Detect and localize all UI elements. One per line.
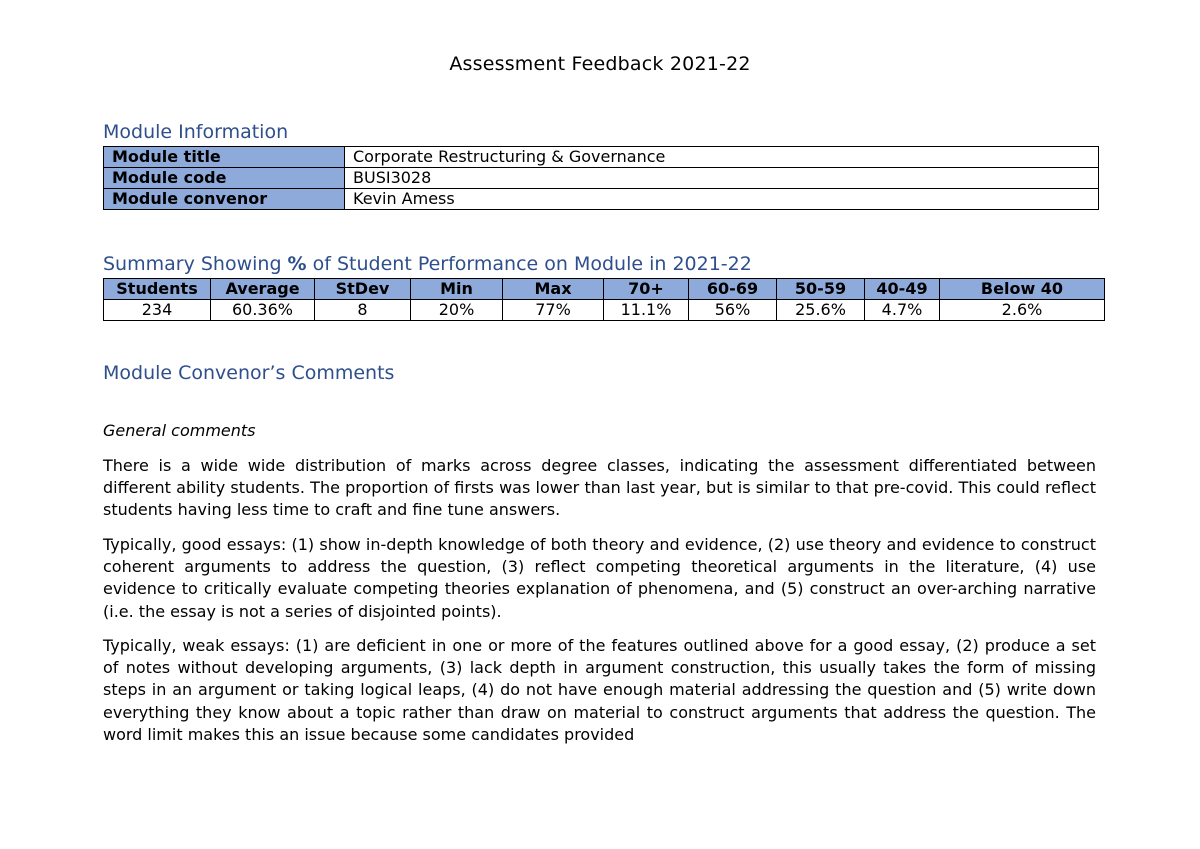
module-information-heading: Module Information — [103, 121, 289, 143]
table-cell: 4.7% — [865, 300, 940, 321]
table-row — [104, 168, 1099, 189]
column-header: StDev — [315, 279, 411, 300]
table-cell: 60.36% — [211, 300, 315, 321]
module-title-value: Corporate Restructuring & Governance — [345, 147, 1099, 168]
column-header: Max — [503, 279, 604, 300]
comment-paragraph: Typically, good essays: (1) show in-depth knowledge of both theory and evidence, (2) use theory and evidence to construct coherent arguments to address the question, (3) reflect competing theoretical arguments in the literature, (4) use evidence to critically evaluate competing theories explanation of phenomena, and (5) construct an over-arching narrative (i.e. the essay is not a series of disjointed points). — [103, 535, 1096, 621]
table-cell: 25.6% — [777, 300, 865, 321]
table-row — [104, 147, 1099, 168]
table-cell: 234 — [104, 300, 211, 321]
page-title: Assessment Feedback 2021-22 — [449, 53, 751, 75]
general-comments-subheading: General comments — [103, 421, 256, 440]
module-code-label: Module code — [104, 168, 345, 189]
table-cell: 11.1% — [604, 300, 689, 321]
column-header: 60-69 — [689, 279, 777, 300]
table-header-row — [104, 279, 1105, 300]
module-title-label: Module title — [104, 147, 345, 168]
column-header: 40-49 — [865, 279, 940, 300]
column-header: Below 40 — [940, 279, 1105, 300]
table-cell: 2.6% — [940, 300, 1105, 321]
table-cell: 8 — [315, 300, 411, 321]
table-row — [104, 189, 1099, 210]
summary-heading — [103, 253, 752, 275]
module-info-table — [103, 146, 1099, 210]
summary-heading-percent: % — [287, 253, 307, 275]
table-row — [104, 300, 1105, 321]
column-header: 50-59 — [777, 279, 865, 300]
performance-summary-table — [103, 278, 1105, 321]
column-header: Students — [104, 279, 211, 300]
module-convenor-value: Kevin Amess — [345, 189, 1099, 210]
column-header: Min — [411, 279, 503, 300]
comment-paragraph: Typically, weak essays: (1) are deficient in one or more of the features outlined above for a good essay, (2) produce a set of notes without developing arguments, (3) lack depth in argument construction, this usually takes the form of missing steps in an argument or taking logical leaps, (4) do not have enough material addressing the question and (5) write down everything they know about a topic rather than draw on material to construct arguments that address the question. The word limit makes this an issue because some candidates provided — [103, 636, 1096, 744]
column-header: Average — [211, 279, 315, 300]
table-cell: 77% — [503, 300, 604, 321]
module-code-value: BUSI3028 — [345, 168, 1099, 189]
module-convenor-label: Module convenor — [104, 189, 345, 210]
convenor-comments-heading: Module Convenor’s Comments — [103, 362, 395, 384]
table-cell: 20% — [411, 300, 503, 321]
summary-heading-post: of Student Performance on Module in 2021-22 — [306, 253, 752, 275]
summary-heading-pre: Summary Showing — [103, 253, 288, 275]
column-header: 70+ — [604, 279, 689, 300]
comment-paragraph: There is a wide wide distribution of marks across degree classes, indicating the assessment differentiated between different ability students. The proportion of firsts was lower than last year, but is similar to that pre-covid. This could reflect students having less time to craft and fine tune answers. — [103, 456, 1096, 520]
table-cell: 56% — [689, 300, 777, 321]
